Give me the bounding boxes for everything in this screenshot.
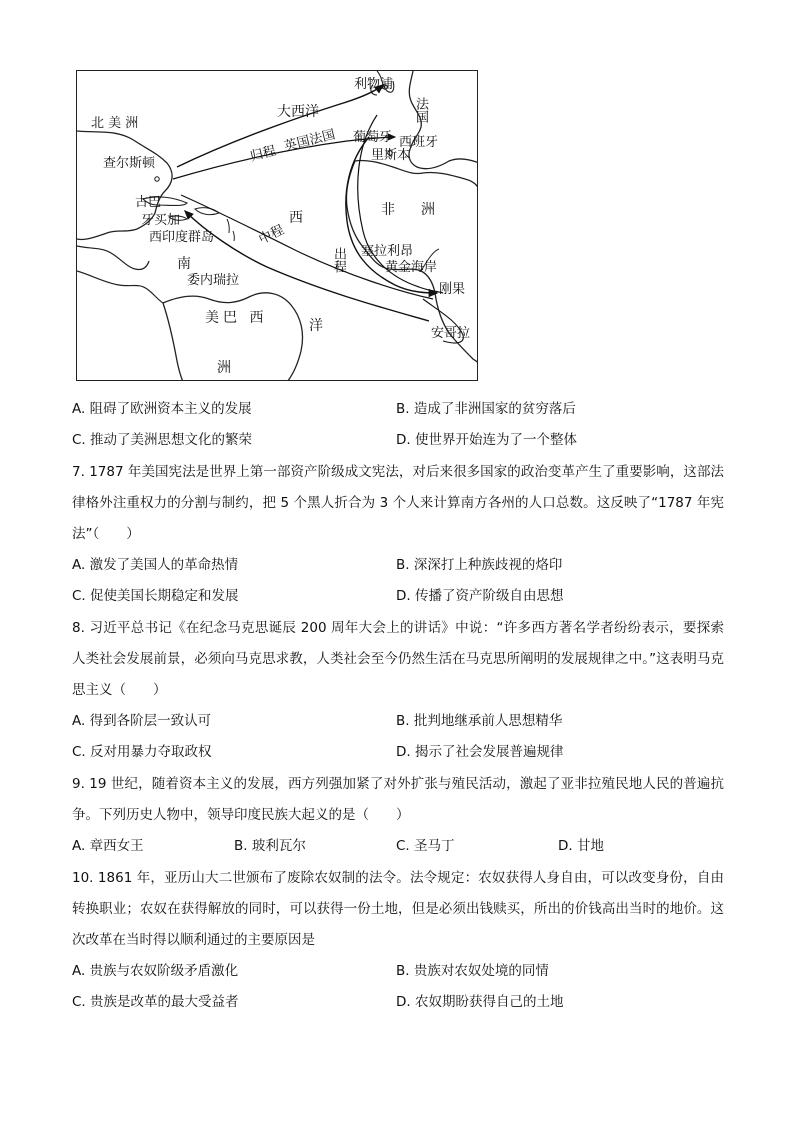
label-ocean: 洋 [309,318,323,334]
label-portugal: 葡萄牙 [353,130,393,145]
q8-option-a[interactable]: A. 得到各阶层一致认可 [72,713,212,729]
q9-stem-text: 9. 19 世纪，随着资本主义的发展，西方列强加紧了对外扩张与殖民活动，激起了亚非拉殖民地人民的普遍抗争。下列历史人物中，领导印度民族大起义的是（ ） [72,776,724,823]
q9-option-c[interactable]: C. 圣马丁 [396,838,455,854]
label-angola: 安哥拉 [431,326,471,341]
q8-option-d[interactable]: D. 揭示了社会发展普遍规律 [396,744,564,760]
label-gold-coast: 黄金海岸 [385,260,438,275]
q7-option-d[interactable]: D. 传播了资产阶级自由思想 [396,588,564,604]
gulf-coast [77,246,149,270]
q10-stem-text: 10. 1861 年，亚历山大二世颁布了废除农奴制的法令。法令规定：农奴获得人身自由，可以改变身份，自由转换职业；农奴在获得解放的同时，可以获得一份土地，但是必须出钱赎买，所出的价钱高出当时的地价。这次改革在当时得以顺利通过的主要原因是 [72,870,724,948]
q9-option-a[interactable]: A. 章西女王 [72,838,144,854]
label-sierra-leone: 塞拉利昂 [361,244,414,259]
label-america-brazil: 美巴 西 [205,310,268,326]
q8-option-b[interactable]: B. 批判地继承前人思想精华 [396,713,563,729]
q7-option-b[interactable]: B. 深深打上种族歧视的烙印 [396,557,563,573]
label-venezuela: 委内瑞拉 [187,273,240,288]
label-france: 法国 [413,97,428,123]
q7-stem [72,457,724,550]
q10-option-a[interactable]: A. 贵族与农奴阶级矛盾激化 [72,963,239,979]
label-south: 南 [177,256,191,272]
q8-stem [72,613,724,706]
q8-option-c[interactable]: C. 反对用暴力夺取政权 [72,744,212,760]
q6-option-a[interactable]: A. 阻碍了欧洲资本主义的发展 [72,401,252,417]
label-charleston: 查尔斯顿 [103,156,156,171]
label-atlantic: 大西洋 [277,104,319,120]
label-cuba: 古巴 [135,195,162,210]
label-west: 西 [289,210,303,226]
label-continent: 洲 [217,360,231,376]
label-north-america: 北 美 洲 [91,116,139,131]
q7-stem-text: 7. 1787 年美国宪法是世界上第一部资产阶级成文宪法，对后来很多国家的政治变革产生了重要影响，这部法律格外注重权力的分割与制约，把 5 个黑人折合为 3 个人来计算南方各州的人口总数。这反映了“1787 年宪法”（ ） [72,464,724,542]
q9-stem [72,769,724,831]
label-outbound: 出程 [331,247,346,273]
q7-option-c[interactable]: C. 促使美国长期稳定和发展 [72,588,239,604]
q9-option-b[interactable]: B. 玻利瓦尔 [234,838,306,854]
return-route [177,85,383,167]
q9-option-d[interactable]: D. 甘地 [558,838,604,854]
label-goods: 英国法国 [282,127,337,155]
label-congo: 刚果 [439,282,466,297]
label-spain: 西班牙 [399,135,439,150]
q10-option-c[interactable]: C. 贵族是改革的最大受益者 [72,994,239,1010]
label-liverpool: 利物浦 [354,77,394,92]
charleston-marker [155,177,159,181]
q6-option-c[interactable]: C. 推动了美洲思想文化的繁荣 [72,432,253,448]
south-america-coast [163,293,303,381]
q6-option-d[interactable]: D. 使世界开始连为了一个整体 [396,432,577,448]
label-west-indies: 西印度群岛 [149,230,215,245]
label-return-route: 归程 [248,143,278,165]
label-africa: 非 洲 [381,202,441,218]
label-jamaica: 牙买加 [141,213,181,228]
q10-stem [72,863,724,956]
label-middle-passage: 中程 [256,222,287,248]
q8-stem-text: 8. 习近平总书记《在纪念马克思诞辰 200 周年大会上的讲话》中说：“许多西方著名学者纷纷表示，要探索人类社会发展前景，必须向马克思求教，人类社会至今仍然生活在马克思所阐明的发展规律之中。”这表明马克思主义（ ） [72,620,724,698]
label-lisbon: 里斯本 [371,148,411,163]
q6-option-b[interactable]: B. 造成了非洲国家的贫穷落后 [396,401,576,417]
lesser-antilles [227,219,234,241]
q10-option-b[interactable]: B. 贵族对农奴处境的同情 [396,963,549,979]
triangular-trade-map [76,70,478,381]
q10-option-d[interactable]: D. 农奴期盼获得自己的土地 [396,994,564,1010]
q7-option-a[interactable]: A. 激发了美国人的革命热情 [72,557,239,573]
central-america-coast [77,271,163,303]
